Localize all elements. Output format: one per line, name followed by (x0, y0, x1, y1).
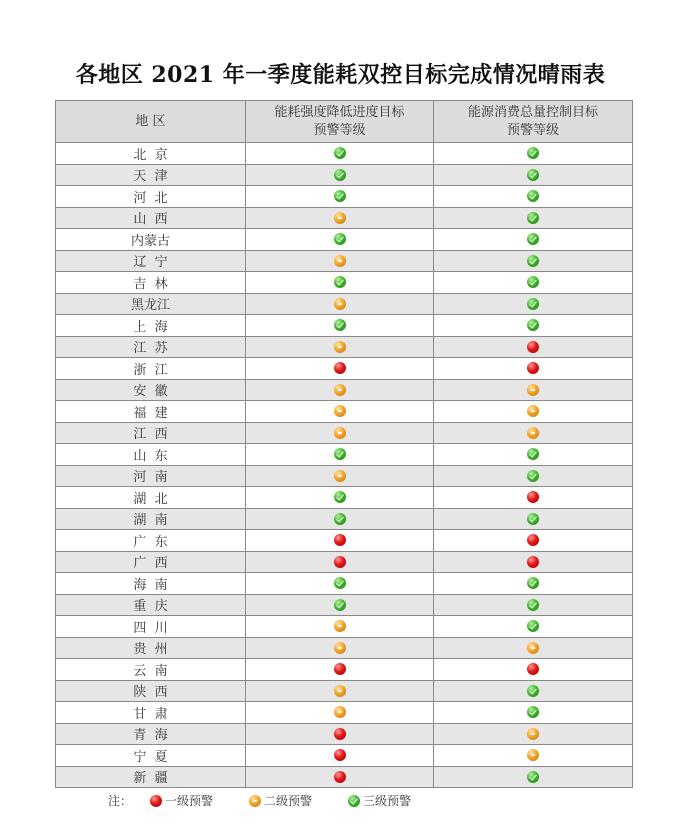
region-cell: 陕 西 (56, 680, 246, 702)
orange-warning-icon (334, 298, 346, 310)
intensity-header-line1: 能耗强度降低进度目标 (274, 104, 405, 120)
total-level-cell (434, 723, 633, 745)
intensity-level-cell (246, 293, 434, 315)
intensity-level-cell (246, 551, 434, 573)
region-cell: 黑龙江 (56, 293, 246, 315)
orange-warning-icon (527, 405, 539, 417)
intensity-level-cell (246, 336, 434, 358)
orange-warning-icon (334, 255, 346, 267)
region-cell: 河 北 (56, 186, 246, 208)
intensity-level-cell (246, 637, 434, 659)
orange-warning-icon (334, 427, 346, 439)
table-row (56, 702, 633, 724)
table-row (56, 745, 633, 767)
intensity-level-cell (246, 573, 434, 595)
table-row (56, 487, 633, 509)
intensity-level-cell (246, 379, 434, 401)
green-warning-icon (334, 319, 346, 331)
green-warning-icon (334, 448, 346, 460)
intensity-level-cell (246, 401, 434, 423)
region-cell: 内蒙古 (56, 229, 246, 251)
table-row (56, 336, 633, 358)
table-row (56, 229, 633, 251)
orange-warning-icon (527, 728, 539, 740)
table-row (56, 659, 633, 681)
region-cell: 江 西 (56, 422, 246, 444)
intensity-level-cell (246, 272, 434, 294)
total-level-cell (434, 637, 633, 659)
total-header-line1: 能源消费总量控制目标 (467, 104, 598, 120)
red-warning-icon (527, 556, 539, 568)
green-warning-icon (334, 233, 346, 245)
table-row (56, 594, 633, 616)
region-cell: 天 津 (56, 164, 246, 186)
green-warning-icon (527, 255, 539, 267)
region-cell: 甘 肃 (56, 702, 246, 724)
intensity-column-header (246, 101, 434, 143)
total-level-cell (434, 229, 633, 251)
table-row (56, 143, 633, 165)
total-column-header (434, 101, 633, 143)
region-cell: 广 东 (56, 530, 246, 552)
red-warning-icon (527, 341, 539, 353)
region-cell: 吉 林 (56, 272, 246, 294)
total-level-cell (434, 573, 633, 595)
orange-warning-icon (527, 749, 539, 761)
table-row (56, 250, 633, 272)
green-warning-icon (334, 147, 346, 159)
total-level-cell (434, 315, 633, 337)
green-warning-icon (334, 190, 346, 202)
table-row (56, 293, 633, 315)
intensity-level-cell (246, 766, 434, 788)
total-level-cell (434, 594, 633, 616)
table-row (56, 272, 633, 294)
total-level-cell (434, 766, 633, 788)
intensity-level-cell (246, 508, 434, 530)
green-warning-icon (527, 685, 539, 697)
orange-warning-icon (527, 642, 539, 654)
total-level-cell (434, 487, 633, 509)
green-warning-icon (527, 319, 539, 331)
region-cell: 湖 北 (56, 487, 246, 509)
legend (108, 792, 447, 809)
warning-table (55, 100, 633, 788)
red-warning-icon (334, 362, 346, 374)
intensity-level-cell (246, 143, 434, 165)
region-cell: 广 西 (56, 551, 246, 573)
orange-warning-icon (334, 706, 346, 718)
green-warning-icon (348, 795, 360, 807)
green-warning-icon (334, 169, 346, 181)
red-warning-icon (334, 728, 346, 740)
total-level-cell (434, 616, 633, 638)
table-row (56, 465, 633, 487)
green-warning-icon (527, 513, 539, 525)
orange-warning-icon (334, 620, 346, 632)
table-header-row (56, 101, 633, 143)
table-row (56, 637, 633, 659)
intensity-level-cell (246, 680, 434, 702)
intensity-level-cell (246, 229, 434, 251)
green-warning-icon (527, 620, 539, 632)
intensity-level-cell (246, 745, 434, 767)
legend-note: 注： (108, 794, 133, 808)
green-warning-icon (527, 212, 539, 224)
intensity-level-cell (246, 594, 434, 616)
orange-warning-icon (334, 470, 346, 482)
region-column-header: 地 区 (56, 101, 246, 143)
region-cell: 江 苏 (56, 336, 246, 358)
green-warning-icon (527, 298, 539, 310)
green-warning-icon (527, 233, 539, 245)
total-level-cell (434, 207, 633, 229)
orange-warning-icon (334, 384, 346, 396)
total-level-cell (434, 186, 633, 208)
green-warning-icon (527, 169, 539, 181)
red-warning-icon (334, 556, 346, 568)
region-cell: 云 南 (56, 659, 246, 681)
region-cell: 安 徽 (56, 379, 246, 401)
orange-warning-icon (334, 405, 346, 417)
red-warning-icon (334, 771, 346, 783)
total-level-cell (434, 465, 633, 487)
total-level-cell (434, 164, 633, 186)
region-cell: 湖 南 (56, 508, 246, 530)
total-level-cell (434, 551, 633, 573)
intensity-level-cell (246, 487, 434, 509)
region-cell: 北 京 (56, 143, 246, 165)
intensity-level-cell (246, 422, 434, 444)
red-warning-icon (527, 491, 539, 503)
table-row (56, 530, 633, 552)
region-cell: 福 建 (56, 401, 246, 423)
green-warning-icon (527, 470, 539, 482)
intensity-level-cell (246, 250, 434, 272)
table-row (56, 680, 633, 702)
green-warning-icon (527, 577, 539, 589)
total-level-cell (434, 444, 633, 466)
region-cell: 青 海 (56, 723, 246, 745)
orange-warning-icon (334, 341, 346, 353)
total-level-cell (434, 293, 633, 315)
region-cell: 上 海 (56, 315, 246, 337)
intensity-header-line2: 预警等级 (313, 122, 366, 138)
total-level-cell (434, 358, 633, 380)
intensity-level-cell (246, 358, 434, 380)
region-cell: 山 西 (56, 207, 246, 229)
region-cell: 四 川 (56, 616, 246, 638)
intensity-level-cell (246, 702, 434, 724)
total-level-cell (434, 702, 633, 724)
intensity-level-cell (246, 164, 434, 186)
green-warning-icon (527, 276, 539, 288)
green-warning-icon (334, 491, 346, 503)
total-level-cell (434, 659, 633, 681)
green-warning-icon (334, 577, 346, 589)
total-level-cell (434, 680, 633, 702)
total-level-cell (434, 143, 633, 165)
red-warning-icon (527, 362, 539, 374)
region-cell: 辽 宁 (56, 250, 246, 272)
red-warning-icon (150, 795, 162, 807)
table-row (56, 573, 633, 595)
total-level-cell (434, 745, 633, 767)
table-row (56, 508, 633, 530)
intensity-level-cell (246, 659, 434, 681)
orange-warning-icon (334, 642, 346, 654)
table-row (56, 164, 633, 186)
intensity-level-cell (246, 723, 434, 745)
green-warning-icon (527, 706, 539, 718)
total-level-cell (434, 508, 633, 530)
orange-warning-icon (527, 427, 539, 439)
intensity-level-cell (246, 444, 434, 466)
region-cell: 河 南 (56, 465, 246, 487)
region-cell: 海 南 (56, 573, 246, 595)
red-warning-icon (334, 663, 346, 675)
table-row (56, 379, 633, 401)
region-cell: 新 疆 (56, 766, 246, 788)
total-level-cell (434, 272, 633, 294)
table-body (56, 143, 633, 788)
intensity-level-cell (246, 315, 434, 337)
green-warning-icon (527, 771, 539, 783)
total-level-cell (434, 401, 633, 423)
green-warning-icon (527, 448, 539, 460)
red-warning-icon (334, 534, 346, 546)
table-row (56, 551, 633, 573)
table-row (56, 723, 633, 745)
legend-item-green (348, 792, 411, 809)
total-level-cell (434, 250, 633, 272)
orange-warning-icon (334, 685, 346, 697)
table-row (56, 207, 633, 229)
legend-label: 二级预警 (264, 794, 313, 808)
red-warning-icon (527, 663, 539, 675)
green-warning-icon (334, 513, 346, 525)
green-warning-icon (334, 276, 346, 288)
table-row (56, 616, 633, 638)
legend-label: 一级预警 (165, 794, 214, 808)
total-level-cell (434, 422, 633, 444)
table-row (56, 401, 633, 423)
red-warning-icon (334, 749, 346, 761)
region-cell: 浙 江 (56, 358, 246, 380)
intensity-level-cell (246, 186, 434, 208)
table-row (56, 422, 633, 444)
legend-item-red (150, 792, 213, 809)
region-cell: 重 庆 (56, 594, 246, 616)
intensity-level-cell (246, 616, 434, 638)
region-cell: 山 东 (56, 444, 246, 466)
region-cell: 宁 夏 (56, 745, 246, 767)
total-level-cell (434, 336, 633, 358)
table-row (56, 186, 633, 208)
intensity-level-cell (246, 207, 434, 229)
table-row (56, 444, 633, 466)
total-level-cell (434, 530, 633, 552)
table-row (56, 766, 633, 788)
intensity-level-cell (246, 465, 434, 487)
green-warning-icon (527, 599, 539, 611)
orange-warning-icon (249, 795, 261, 807)
legend-label: 三级预警 (363, 794, 412, 808)
orange-warning-icon (334, 212, 346, 224)
intensity-level-cell (246, 530, 434, 552)
total-header-line2: 预警等级 (506, 122, 559, 138)
page-title: 各地区 2021 年一季度能耗双控目标完成情况晴雨表 (75, 62, 606, 88)
green-warning-icon (527, 147, 539, 159)
table-row (56, 358, 633, 380)
legend-item-orange (249, 792, 312, 809)
green-warning-icon (527, 190, 539, 202)
table-row (56, 315, 633, 337)
orange-warning-icon (527, 384, 539, 396)
red-warning-icon (527, 534, 539, 546)
total-level-cell (434, 379, 633, 401)
green-warning-icon (334, 599, 346, 611)
region-cell: 贵 州 (56, 637, 246, 659)
